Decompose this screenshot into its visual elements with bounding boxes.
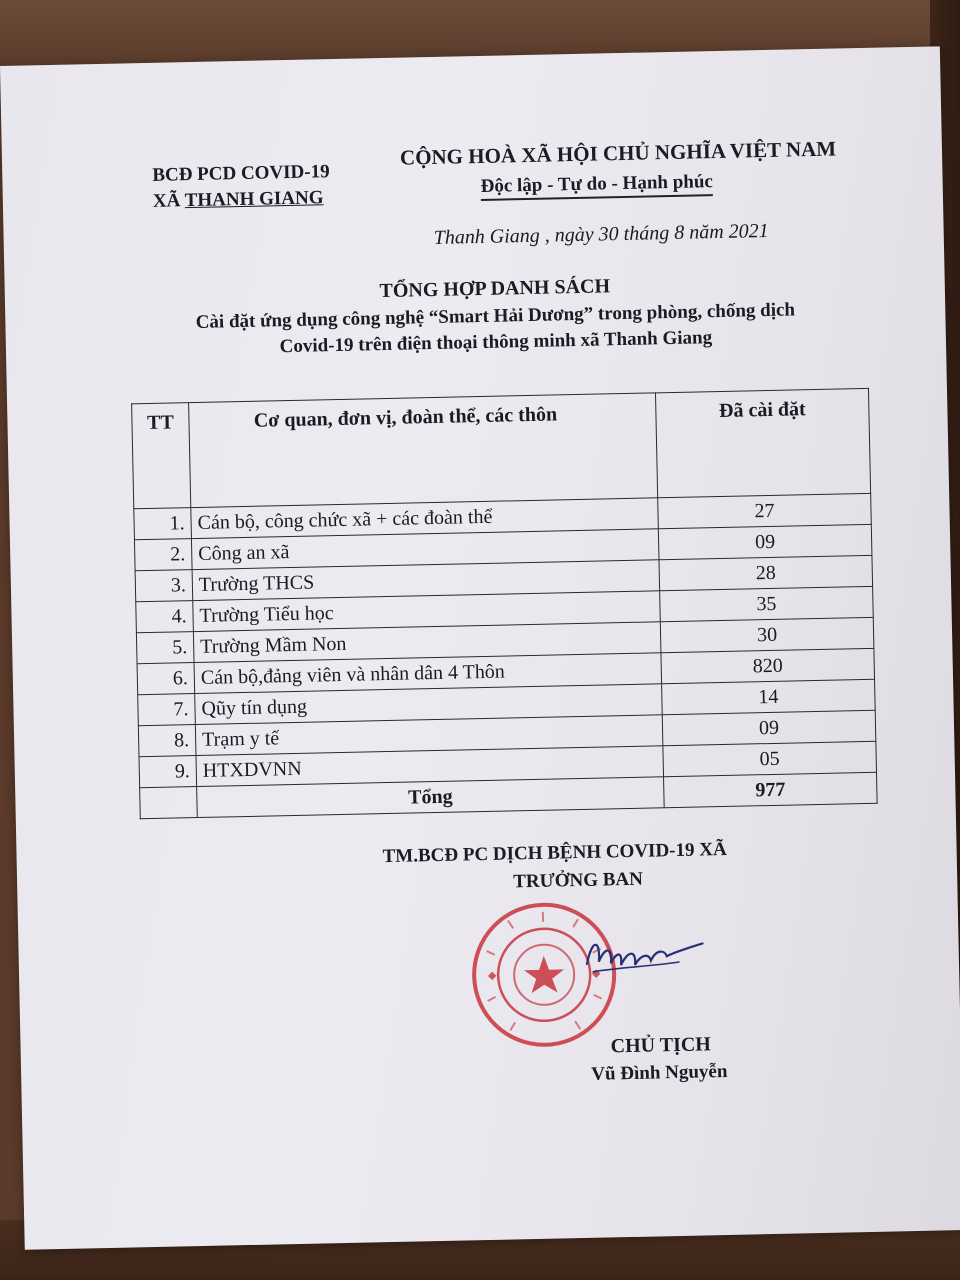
header-unit: Cơ quan, đơn vị, đoàn thể, các thôn	[189, 393, 658, 508]
header-installed: Đã cài đặt	[655, 388, 870, 497]
total-value: 977	[664, 772, 878, 807]
doc-title: TỔNG HỢP DANH SÁCH	[379, 275, 611, 303]
national-title: CỘNG HOÀ XÃ HỘI CHỦ NGHĨA VIỆT NAM	[399, 136, 837, 170]
row-index: 6.	[137, 663, 195, 695]
row-installed: 27	[658, 493, 872, 528]
row-unit: Cán bộ, công chức xã + các đoàn thể	[191, 498, 659, 539]
place-date: Thanh Giang , ngày 30 tháng 8 năm 2021	[433, 219, 769, 249]
row-installed: 05	[663, 741, 877, 776]
row-installed: 09	[662, 710, 876, 745]
header-tt: TT	[132, 403, 191, 509]
national-motto: Độc lập - Tự do - Hạnh phúc	[480, 171, 713, 201]
total-empty-cell	[140, 787, 198, 819]
org-prefix: XÃ	[152, 190, 185, 212]
row-installed: 14	[662, 679, 876, 714]
org-line-1: BCĐ PCD COVID-19	[152, 161, 330, 186]
row-index: 9.	[139, 756, 197, 788]
row-index: 3.	[135, 570, 193, 602]
row-unit: Trường THCS	[192, 560, 660, 601]
row-unit: Công an xã	[191, 529, 659, 570]
row-unit: Trạm y tế	[195, 715, 663, 756]
row-index: 8.	[138, 725, 196, 757]
row-installed: 820	[661, 648, 875, 683]
doc-subtitle-1: Cài đặt ứng dụng công nghệ “Smart Hải Dương” trong phòng, chống dịch	[195, 299, 796, 333]
row-installed: 35	[660, 586, 874, 621]
table-header-row	[132, 388, 871, 508]
row-index: 7.	[138, 694, 196, 726]
row-installed: 09	[658, 524, 872, 559]
signer-title: CHỦ TỊCH	[610, 1033, 712, 1058]
org-line-2	[153, 187, 324, 213]
summary-table	[131, 388, 878, 819]
row-unit: Cán bộ,đảng viên và nhân dân 4 Thôn	[194, 653, 662, 694]
signature-role: TRƯỞNG BAN	[512, 868, 644, 893]
row-unit: Qũy tín dụng	[195, 684, 663, 725]
row-unit: Trường Mầm Non	[193, 622, 661, 663]
row-installed: 30	[660, 617, 874, 652]
doc-subtitle-2: Covid-19 trên điện thoại thông minh xã Thanh Giang	[279, 327, 713, 358]
signer-name: Vũ Đình Nguyễn	[591, 1060, 728, 1085]
document-page	[0, 46, 960, 1249]
signature-header: TM.BCĐ PC DỊCH BỆNH COVID-19 XÃ	[382, 838, 727, 868]
row-index: 1.	[134, 508, 192, 540]
row-index: 2.	[134, 539, 192, 571]
row-unit: HTXDVNN	[196, 746, 664, 787]
row-index: 4.	[136, 601, 194, 633]
row-index: 5.	[136, 632, 194, 664]
row-unit: Trường Tiểu học	[193, 591, 661, 632]
total-label: Tổng	[197, 777, 665, 818]
row-installed: 28	[659, 555, 873, 590]
org-name: THANH GIANG	[184, 187, 324, 212]
handwritten-signature	[578, 925, 709, 988]
